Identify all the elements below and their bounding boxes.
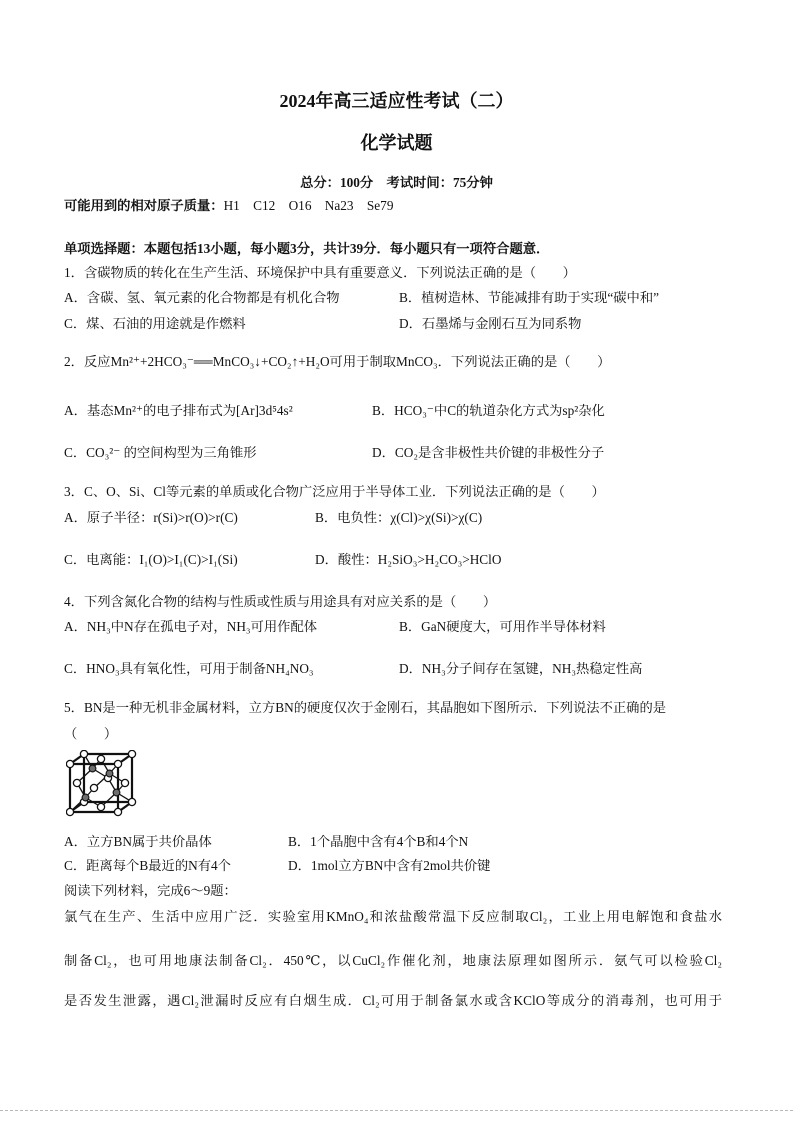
atomic-mass-line	[64, 198, 393, 214]
q5-option-c: C．距离每个B最近的N有4个	[64, 858, 231, 873]
q5-option-b: B．1个晶胞中含有4个B和4个N	[288, 834, 469, 849]
page-bottom-divider	[0, 1110, 793, 1111]
subject-title: 化学试题	[360, 133, 433, 153]
face-atom	[121, 779, 128, 786]
interior-atom	[89, 765, 96, 772]
corner-atom	[128, 750, 135, 757]
reading-line-1: 氯气在生产、生活中应用广泛．实验室用KMnO₄和浓盐酸常温下反应制取Cl₂，工业上用电解饱和食盐水	[64, 909, 722, 924]
atomic-mass-values: H1 C12 O16 Na23 Se79	[223, 198, 394, 213]
reading-line-3: 是否发生泄露，遇Cl₂泄漏时反应有白烟生成．Cl₂可用于制备氯水或含KClO等成分的消毒剂，也可用于	[64, 993, 722, 1008]
q2-option-a: A．基态Mn²⁺的电子排布式为[Ar]3d⁵4s²	[64, 403, 293, 418]
atomic-mass-label: 可能用到的相对原子质量：	[64, 198, 224, 213]
corner-atom	[114, 808, 121, 815]
q5-option-d: D．1mol立方BN中含有2mol共价键	[288, 858, 491, 873]
q3-option-a: A．原子半径：r(Si)>r(O)>r(C)	[64, 510, 238, 525]
interior-atom	[82, 794, 89, 801]
q2-option-c: C．CO₃²⁻ 的空间构型为三角锥形	[64, 445, 257, 460]
q5-stem-blank: （ ）	[64, 726, 118, 741]
q1-option-a: A．含碳、氢、氧元素的化合物都是有机化合物	[64, 290, 340, 305]
face-atom	[73, 779, 80, 786]
q2-stem: 2．反应Mn²⁺+2HCO₃⁻══MnCO₃↓+CO₂↑+H₂O可用于制取MnCO₃．下列说法正确的是（ ）	[64, 354, 611, 369]
corner-atom	[66, 808, 73, 815]
q1-option-d: D．石墨烯与金刚石互为同系物	[399, 316, 582, 331]
face-atom	[97, 755, 104, 762]
interior-atom	[113, 789, 120, 796]
corner-atom	[128, 798, 135, 805]
corner-atom	[114, 760, 121, 767]
face-atom	[97, 803, 104, 810]
section-heading: 单项选择题：本题包括13小题，每小题3分，共计39分．每小题只有一项符合题意．	[64, 241, 550, 256]
q4-stem: 4．下列含氮化合物的结构与性质或性质与用途具有对应关系的是（ ）	[64, 594, 497, 609]
q4-option-d: D．NH₃分子间存在氢键，NH₃热稳定性高	[399, 661, 643, 676]
corner-atom	[80, 750, 87, 757]
interior-atom	[106, 770, 113, 777]
corner-atom	[66, 760, 73, 767]
q4-option-a: A．NH₃中N存在孤电子对，NH₃可用作配体	[64, 619, 318, 634]
cell-atoms-inner	[82, 765, 120, 801]
q4-option-c: C．HNO₃具有氧化性，可用于制备NH₄NO₃	[64, 661, 314, 676]
q4-option-b: B．GaN硬度大，可用作半导体材料	[399, 619, 606, 634]
q2-option-b: B．HCO₃⁻中C的轨道杂化方式为sp²杂化	[372, 403, 605, 418]
exam-title: 2024年高三适应性考试（二）	[279, 91, 514, 111]
q3-option-c: C．电离能：I₁(O)>I₁(C)>I₁(Si)	[64, 552, 238, 567]
q3-option-b: B．电负性：χ(Cl)>χ(Si)>χ(C)	[315, 510, 483, 525]
face-atom	[90, 784, 97, 791]
q3-option-d: D．酸性：H₂SiO₃>H₂CO₃>HClO	[315, 552, 502, 567]
q1-stem: 1．含碳物质的转化在生产生活、环境保护中具有重要意义．下列说法正确的是（ ）	[64, 265, 576, 280]
q1-option-c: C．煤、石油的用途就是作燃料	[64, 316, 246, 331]
q1-option-b: B．植树造林、节能减排有助于实现“碳中和”	[399, 290, 660, 305]
reading-line-2: 制备Cl₂，也可用地康法制备Cl₂．450℃，以CuCl₂作催化剂，地康法原理如图所示．氨气可以检验Cl₂	[64, 953, 722, 968]
reading-intro: 阅读下列材料，完成6～9题：	[64, 883, 237, 898]
q5-stem: 5．BN是一种无机非金属材料，立方BN的硬度仅次于金刚石，其晶胞如下图所示．下列说法不正确的是	[64, 700, 667, 715]
q2-option-d: D．CO₂是含非极性共价键的非极性分子	[372, 445, 605, 460]
q3-stem: 3．C、O、Si、Cl等元素的单质或化合物广泛应用于半导体工业．下列说法正确的是（ ）	[64, 484, 605, 499]
q5-option-a: A．立方BN属于共价晶体	[64, 834, 212, 849]
crystal-cell-figure	[66, 750, 138, 818]
exam-info: 总分：100分 考试时间：75分钟	[300, 175, 493, 190]
